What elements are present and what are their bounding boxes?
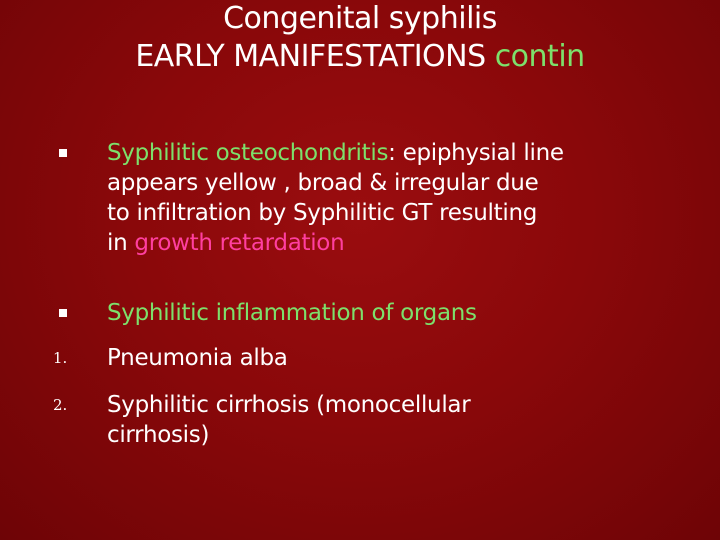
title-line-2-main: EARLY MANIFESTATIONS bbox=[135, 39, 495, 74]
term-syphilitic: Syphilitic bbox=[107, 140, 216, 166]
text-line: Syphilitic cirrhosis (monocellular bbox=[107, 392, 471, 418]
list-item-text: Pneumonia alba bbox=[107, 345, 288, 371]
title-line-1: Congenital syphilis bbox=[223, 1, 497, 36]
text-segment: in bbox=[107, 230, 135, 256]
text-line: cirrhosis) bbox=[107, 422, 210, 448]
square-bullet-icon bbox=[59, 309, 67, 317]
list-number: 1. bbox=[53, 349, 68, 367]
list-number: 2. bbox=[53, 396, 68, 414]
text-segment: : epiphysial line bbox=[388, 140, 564, 166]
list-item-text: Syphilitic inflammation of organs bbox=[107, 300, 477, 326]
term-osteochondritis: osteochondritis bbox=[215, 140, 389, 166]
text-line: to infiltration by Syphilitic GT resulting bbox=[107, 200, 538, 226]
text-line bbox=[107, 228, 707, 258]
square-bullet-icon bbox=[59, 149, 67, 157]
text-line bbox=[107, 138, 707, 168]
list-item-text bbox=[107, 390, 707, 450]
list-item-text bbox=[107, 138, 707, 258]
title-line-2-accent: contin bbox=[494, 39, 585, 74]
term-growth-retardation: growth retardation bbox=[134, 230, 345, 256]
text-line: appears yellow , broad & irregular due bbox=[107, 170, 539, 196]
